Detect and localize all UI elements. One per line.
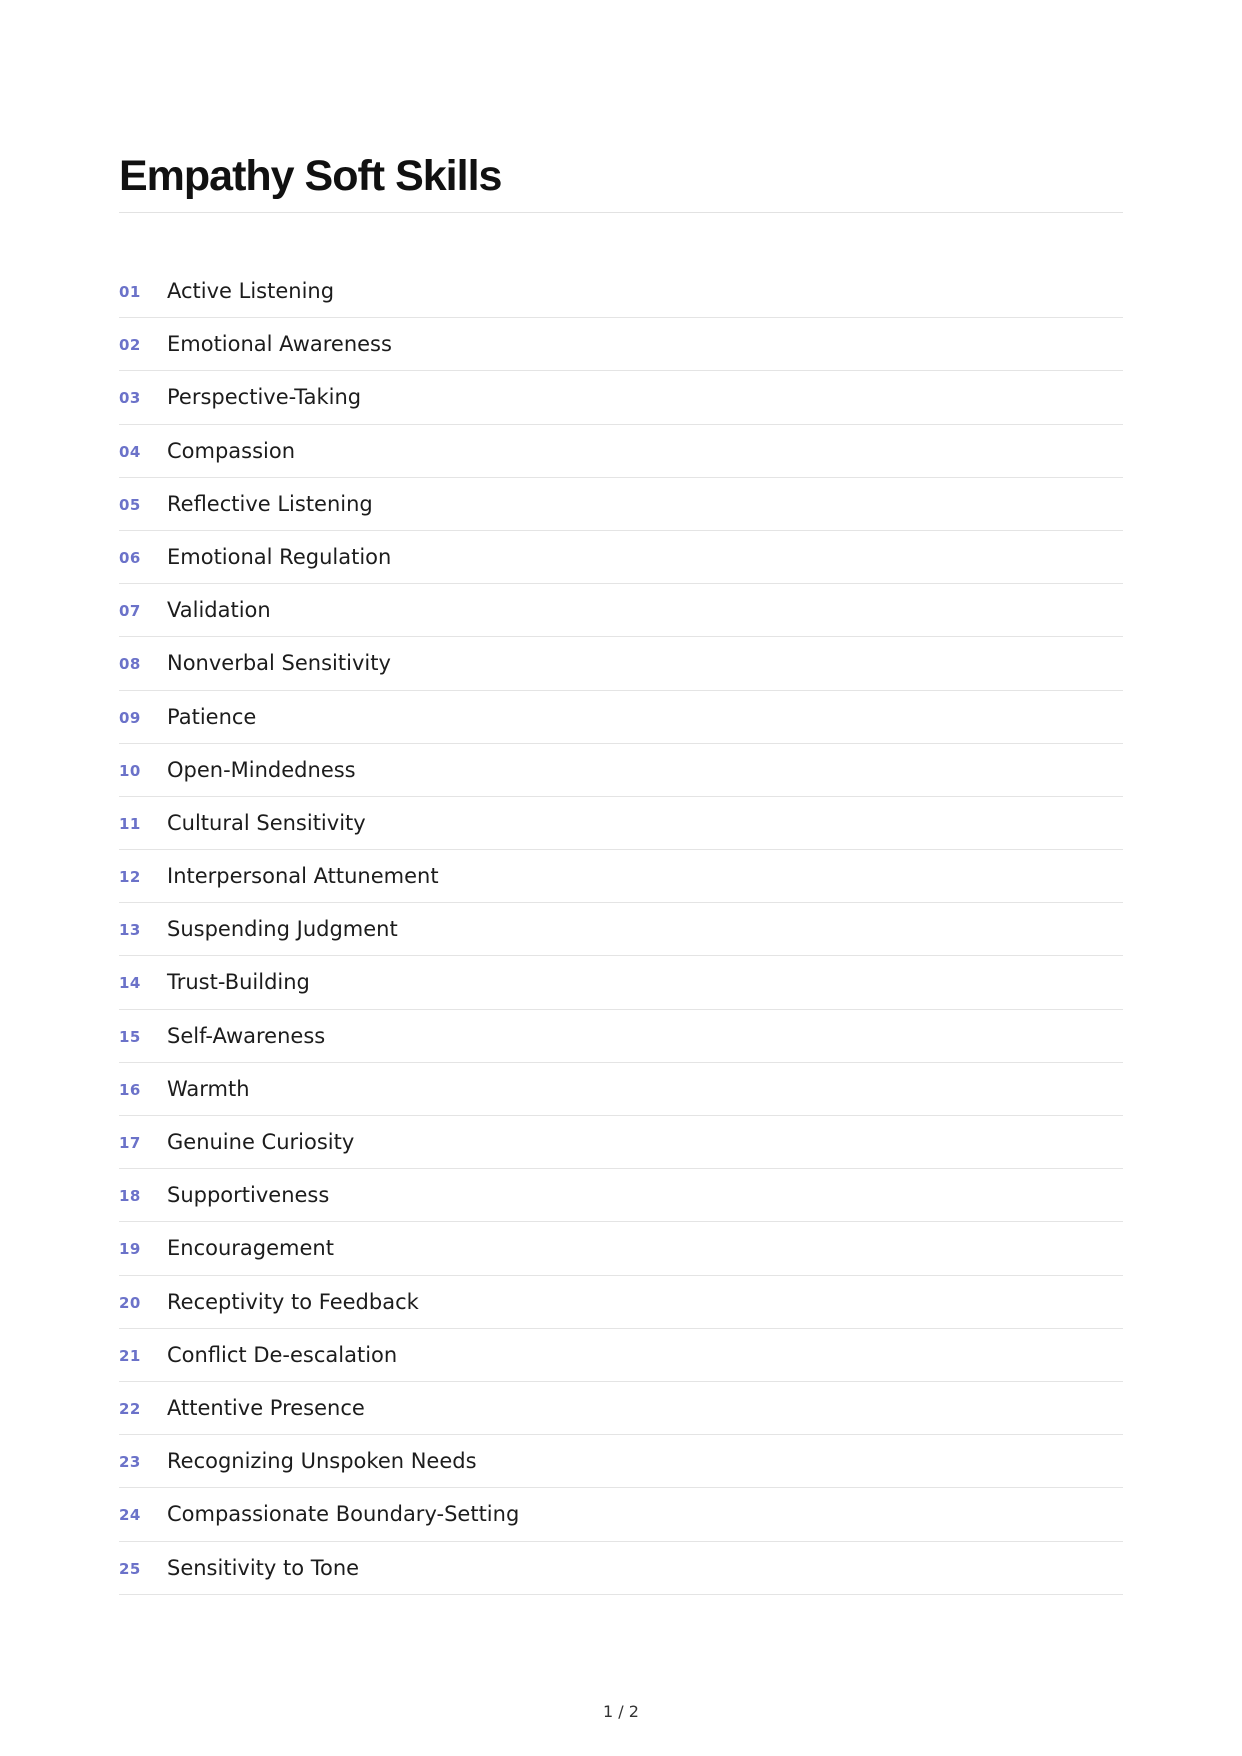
list-item — [119, 318, 1123, 371]
list-item — [119, 265, 1123, 318]
item-number: 12 — [119, 868, 141, 887]
item-number: 21 — [119, 1346, 141, 1365]
item-label: Warmth — [167, 1076, 250, 1101]
list-item — [119, 691, 1123, 744]
item-label: Trust-Building — [167, 970, 310, 995]
item-label: Suspending Judgment — [167, 917, 398, 942]
item-number: 22 — [119, 1399, 141, 1418]
item-label: Compassion — [167, 438, 296, 463]
item-number: 08 — [119, 655, 141, 674]
list-item — [119, 584, 1123, 637]
item-number: 02 — [119, 336, 141, 355]
page-title: Empathy Soft Skills — [119, 152, 502, 200]
item-number: 25 — [119, 1559, 141, 1578]
item-label: Active Listening — [167, 279, 335, 303]
list-item — [119, 956, 1123, 1009]
item-label: Compassionate Boundary-Setting — [167, 1502, 520, 1527]
item-label: Emotional Awareness — [167, 332, 392, 357]
item-number: 11 — [119, 814, 141, 833]
item-label: Open-Mindedness — [167, 757, 356, 782]
list-item — [119, 1010, 1123, 1063]
item-label: Attentive Presence — [167, 1395, 365, 1420]
item-number: 03 — [119, 389, 141, 408]
item-number: 09 — [119, 708, 141, 727]
item-label: Conflict De-escalation — [167, 1342, 398, 1367]
item-number: 17 — [119, 1134, 141, 1152]
list-item — [119, 1222, 1123, 1275]
item-number: 24 — [119, 1506, 141, 1525]
item-number: 04 — [119, 442, 141, 461]
item-number: 10 — [119, 761, 141, 780]
skill-list — [119, 265, 1123, 1595]
item-number: 23 — [119, 1453, 141, 1472]
item-number: 14 — [119, 974, 141, 993]
page-indicator: 1 / 2 — [603, 1702, 639, 1721]
item-number: 06 — [119, 548, 141, 567]
list-item — [119, 1435, 1123, 1488]
list-item — [119, 1063, 1123, 1116]
item-label: Validation — [167, 598, 271, 623]
list-item — [119, 850, 1123, 903]
list-item — [119, 1116, 1123, 1169]
list-item — [119, 1382, 1123, 1435]
item-number: 07 — [119, 602, 141, 621]
list-item — [119, 478, 1123, 531]
title-divider — [119, 212, 1123, 213]
list-item — [119, 1542, 1123, 1595]
list-item — [119, 425, 1123, 478]
list-item — [119, 744, 1123, 797]
item-label: Interpersonal Attunement — [167, 864, 439, 889]
item-number: 20 — [119, 1293, 141, 1312]
item-label: Patience — [167, 704, 257, 729]
item-label: Perspective-Taking — [167, 385, 362, 410]
list-item — [119, 637, 1123, 690]
item-label: Recognizing Unspoken Needs — [167, 1449, 477, 1474]
item-number: 16 — [119, 1080, 141, 1099]
item-label: Receptivity to Feedback — [167, 1289, 419, 1314]
list-item — [119, 1329, 1123, 1382]
list-item — [119, 531, 1123, 584]
list-item — [119, 1488, 1123, 1541]
item-number: 19 — [119, 1240, 141, 1259]
list-item — [119, 1169, 1123, 1222]
item-number: 18 — [119, 1187, 141, 1206]
list-item — [119, 797, 1123, 850]
item-label: Emotional Regulation — [167, 544, 392, 569]
item-label: Genuine Curiosity — [167, 1130, 355, 1154]
item-label: Supportiveness — [167, 1183, 330, 1208]
item-label: Encouragement — [167, 1236, 334, 1261]
item-number: 01 — [119, 283, 141, 301]
item-label: Reflective Listening — [167, 491, 373, 516]
list-item — [119, 1276, 1123, 1329]
item-label: Self-Awareness — [167, 1023, 326, 1048]
item-number: 13 — [119, 921, 141, 940]
item-label: Nonverbal Sensitivity — [167, 651, 391, 676]
item-number: 15 — [119, 1027, 141, 1046]
list-item — [119, 903, 1123, 956]
list-item — [119, 371, 1123, 424]
item-number: 05 — [119, 495, 141, 514]
item-label: Sensitivity to Tone — [167, 1555, 360, 1580]
item-label: Cultural Sensitivity — [167, 810, 366, 835]
